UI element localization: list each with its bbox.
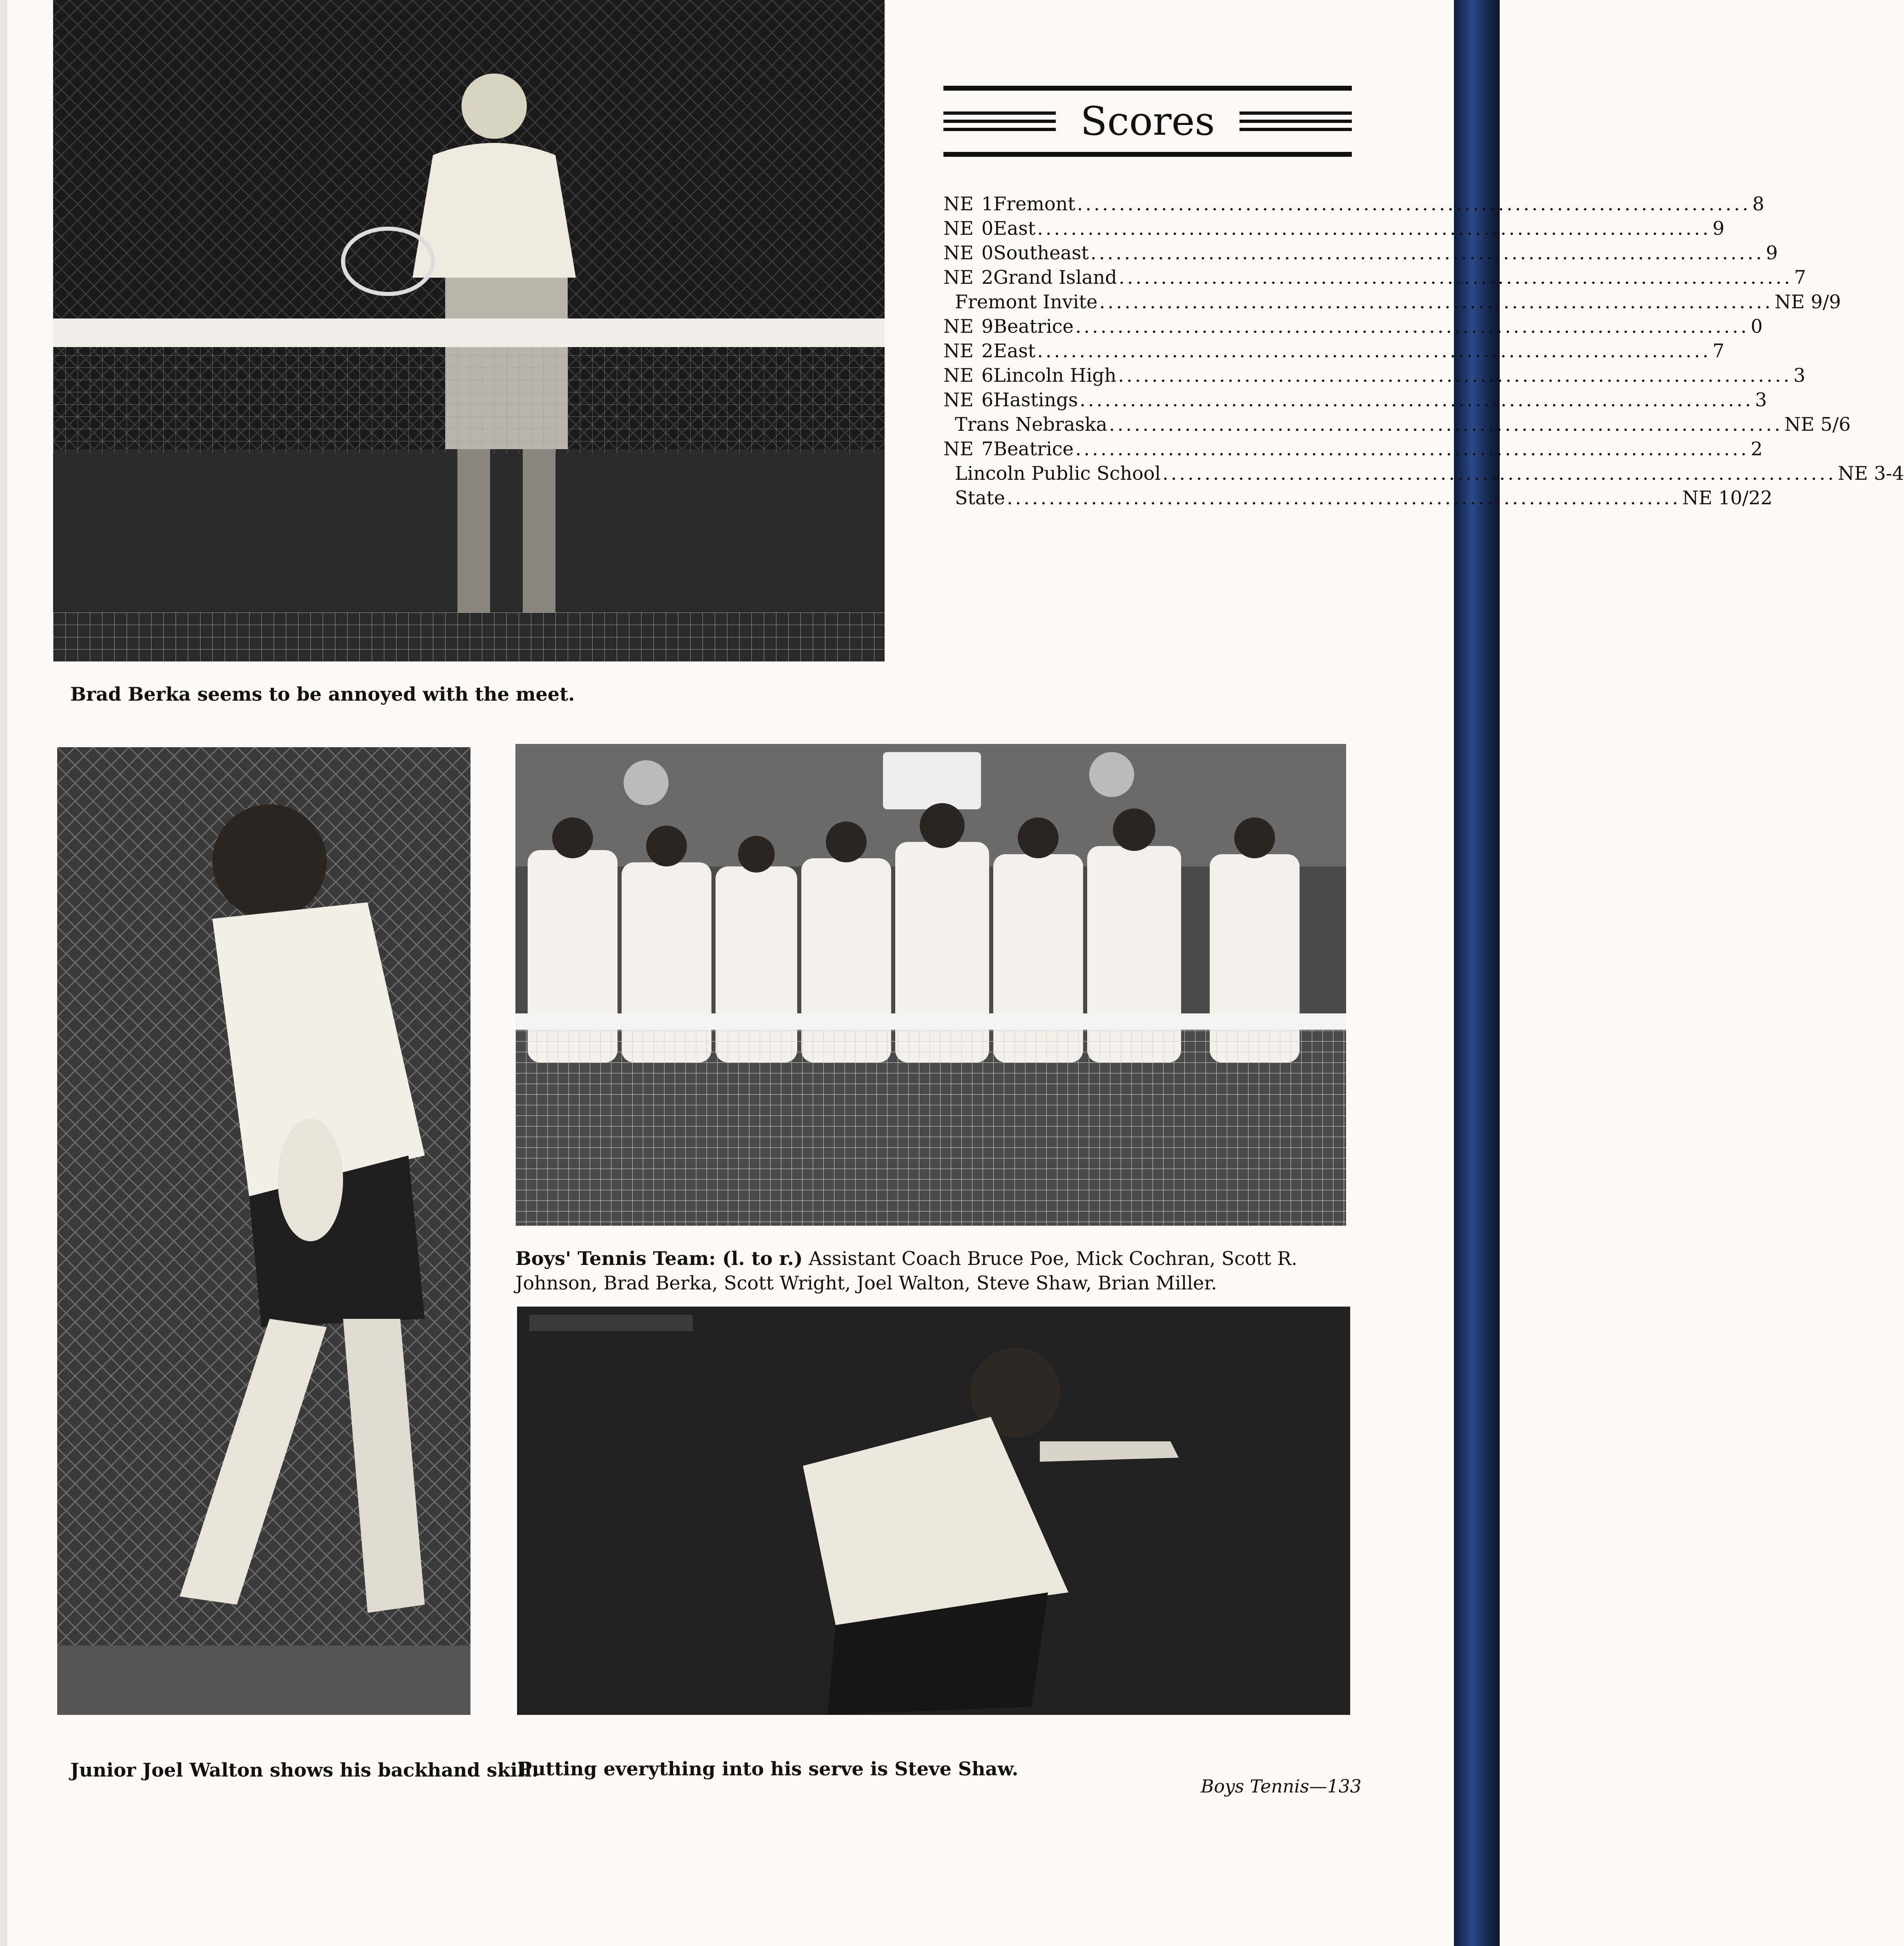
score-opponent-line xyxy=(993,265,1806,289)
score-opponent: Hastings xyxy=(993,389,1078,411)
dot-leader: ................................................................................ xyxy=(1079,389,1754,411)
score-opponent-line xyxy=(993,387,1767,412)
score-result: 9 xyxy=(1712,217,1725,239)
scores-left-lines xyxy=(943,111,1056,131)
score-result: 3 xyxy=(1755,389,1767,411)
score-row xyxy=(943,314,1763,338)
score-points: 6 xyxy=(981,364,994,386)
score-opponent: Beatrice xyxy=(993,315,1074,337)
score-opponent-line xyxy=(993,338,1724,363)
photo-steve-shaw xyxy=(517,1307,1350,1715)
score-row xyxy=(943,436,1763,461)
score-opponent-line xyxy=(955,461,1904,485)
dot-leader: ................................................................................ xyxy=(1007,487,1681,509)
score-result: 7 xyxy=(1794,266,1806,288)
score-row xyxy=(943,338,1725,363)
score-row xyxy=(943,216,1725,240)
score-team: NE xyxy=(943,389,974,411)
caption-steve-shaw: Putting everything into his serve is Steve Shaw. xyxy=(518,1758,1019,1780)
caption-team-names: Assistant Coach Bruce Poe, Mick Cochran, Scott R. Johnson, Brad Berka, Scott Wright, Joel Walton, Steve Shaw, Brian Miller. xyxy=(515,1247,1298,1294)
score-row xyxy=(943,412,1851,436)
score-points: 7 xyxy=(981,438,994,460)
score-opponent-line xyxy=(993,191,1764,216)
score-opponent: Lincoln Public School xyxy=(955,462,1161,484)
score-result: 8 xyxy=(1752,193,1764,215)
score-team: NE xyxy=(943,217,974,239)
page-footer: Boys Tennis—133 xyxy=(1201,1776,1362,1797)
dot-leader: ................................................................................ xyxy=(1075,315,1749,337)
scores-bottom-rule xyxy=(943,152,1352,157)
photo-joel-walton xyxy=(57,747,470,1715)
score-opponent: Grand Island xyxy=(993,266,1117,288)
scores-box xyxy=(943,86,1904,510)
score-opponent-line xyxy=(955,485,1772,510)
score-opponent: Lincoln High xyxy=(993,364,1117,386)
score-points xyxy=(943,412,955,436)
scores-right-lines xyxy=(1240,111,1352,131)
scores-title: Scores xyxy=(1080,98,1215,144)
score-result: 0 xyxy=(1750,315,1763,337)
score-points: 9 xyxy=(981,315,994,337)
score-opponent-line xyxy=(955,289,1841,314)
score-result: NE 3-4 xyxy=(1837,462,1904,484)
photo-team xyxy=(515,744,1346,1226)
dot-leader: ................................................................................ xyxy=(1090,242,1764,264)
score-opponent: Southeast xyxy=(993,242,1089,264)
caption-joel-walton: Junior Joel Walton shows his backhand skill. xyxy=(70,1759,538,1781)
score-result: 7 xyxy=(1712,340,1725,362)
score-points: 2 xyxy=(981,340,994,362)
score-points: 0 xyxy=(981,242,994,264)
caption-brad-berka: Brad Berka seems to be annoyed with the meet. xyxy=(70,683,575,705)
dot-leader: ................................................................................ xyxy=(1099,291,1773,313)
scores-header xyxy=(943,91,1352,152)
score-points: 6 xyxy=(981,389,994,411)
dot-leader: ................................................................................ xyxy=(1109,413,1783,435)
score-result: NE 5/6 xyxy=(1784,413,1851,435)
photo-brad-berka xyxy=(53,0,885,661)
dot-leader: ................................................................................ xyxy=(1119,266,1793,288)
score-opponent: Trans Nebraska xyxy=(955,413,1108,435)
score-result: 2 xyxy=(1750,438,1763,460)
score-points: 1 xyxy=(981,193,994,215)
score-opponent: Fremont Invite xyxy=(955,291,1098,313)
score-row xyxy=(943,265,1806,289)
score-result: 9 xyxy=(1766,242,1778,264)
score-row xyxy=(943,363,1806,387)
dot-leader: ................................................................................ xyxy=(1037,217,1711,239)
score-opponent: Beatrice xyxy=(993,438,1074,460)
score-opponent-line xyxy=(993,240,1778,265)
score-result: 3 xyxy=(1793,364,1806,386)
score-points: 2 xyxy=(981,266,994,288)
score-opponent-line xyxy=(993,363,1805,387)
score-row xyxy=(943,289,1841,314)
score-team: NE xyxy=(943,315,974,337)
score-opponent-line xyxy=(993,216,1724,240)
score-row xyxy=(943,461,1904,485)
score-opponent-line xyxy=(993,314,1763,338)
dot-leader: ................................................................................ xyxy=(1037,340,1711,362)
score-team: NE xyxy=(943,340,974,362)
score-points: 0 xyxy=(981,217,994,239)
score-team: NE xyxy=(943,364,974,386)
score-row xyxy=(943,191,1764,216)
score-points xyxy=(943,485,955,510)
score-team: NE xyxy=(943,266,974,288)
score-opponent-line xyxy=(993,436,1763,461)
dot-leader: ................................................................................ xyxy=(1075,438,1749,460)
dot-leader: ................................................................................ xyxy=(1077,193,1751,215)
score-row xyxy=(943,387,1767,412)
scores-top-rule xyxy=(943,86,1352,91)
score-opponent: State xyxy=(955,487,1006,509)
caption-team xyxy=(515,1246,1349,1295)
score-list xyxy=(943,191,1904,510)
score-team: NE xyxy=(943,193,974,215)
caption-team-lead: Boys' Tennis Team: (l. to r.) xyxy=(515,1247,803,1269)
score-team: NE xyxy=(943,242,974,264)
dot-leader: ................................................................................ xyxy=(1118,364,1792,386)
score-result: NE 9/9 xyxy=(1775,291,1841,313)
score-points xyxy=(943,289,955,314)
score-row xyxy=(943,485,1772,510)
dot-leader: ................................................................................ xyxy=(1162,462,1836,484)
score-team: NE xyxy=(943,438,974,460)
score-row xyxy=(943,240,1778,265)
score-opponent: East xyxy=(993,217,1036,239)
score-opponent: Fremont xyxy=(993,193,1075,215)
score-result: NE 10/22 xyxy=(1682,487,1772,509)
page-edge xyxy=(0,0,7,1946)
score-points xyxy=(943,461,955,485)
score-opponent: East xyxy=(993,340,1036,362)
score-opponent-line xyxy=(955,412,1850,436)
